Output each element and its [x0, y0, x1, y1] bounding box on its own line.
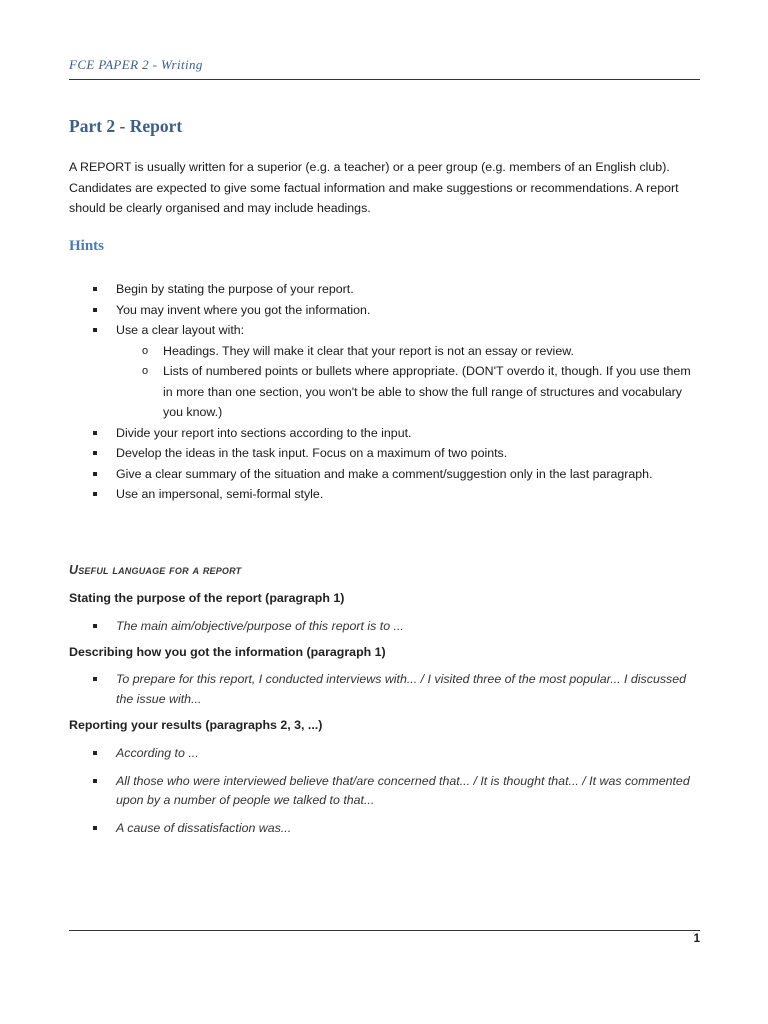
header-divider	[69, 79, 700, 80]
hints-heading: Hints	[69, 238, 105, 254]
square-bullet-icon	[93, 751, 97, 755]
hint-text: Begin by stating the purpose of your report.	[116, 282, 354, 296]
example-text: To prepare for this report, I conducted interviews with... / I visited three of the most popular... I discussed the issue with...	[116, 672, 687, 706]
footer-divider	[69, 930, 700, 931]
sub-hint-text: Lists of numbered points or bullets where appropriate. (DON'T overdo it, though. If you use them in more than one section, you won't be able to show the full range of structures and vocabulary you know.)	[163, 364, 691, 419]
list-item	[93, 617, 703, 637]
hint-text: Divide your report into sections according to the input.	[116, 425, 412, 440]
example-text: The main aim/objective/purpose of this report is to ...	[116, 619, 404, 633]
hint-text: You may invent where you got the information.	[116, 302, 371, 317]
list-item	[93, 423, 703, 444]
hint-text: Develop the ideas in the task input. Focus on a maximum of two points.	[116, 446, 508, 460]
sub-hint-text: Headings. They will make it clear that your report is not an essay or review.	[163, 343, 574, 358]
list-item	[93, 443, 703, 464]
list-item	[93, 819, 703, 839]
square-bullet-icon	[93, 826, 97, 830]
square-bullet-icon	[93, 492, 97, 496]
list-item	[93, 484, 703, 505]
sub-list-item	[116, 341, 703, 362]
page-number: 1	[693, 933, 700, 945]
page-title: Part 2 - Report	[69, 116, 183, 136]
square-bullet-icon	[93, 779, 97, 783]
square-bullet-icon	[93, 472, 97, 476]
list-item	[93, 279, 703, 300]
section-heading: Stating the purpose of the report (paragraph 1)	[69, 591, 345, 605]
layout-sub-list	[116, 341, 703, 423]
example-text: A cause of dissatisfaction was...	[116, 820, 292, 835]
hint-text: Use a clear layout with:	[116, 323, 245, 337]
circle-bullet-icon: o	[142, 344, 149, 357]
example-list	[93, 670, 703, 709]
useful-language-heading: Useful language for a report	[69, 563, 242, 577]
list-item	[93, 464, 703, 485]
square-bullet-icon	[93, 624, 97, 628]
hints-list	[93, 279, 703, 505]
running-header: FCE PAPER 2 - Writing	[69, 57, 203, 72]
square-bullet-icon	[93, 287, 97, 291]
example-text: According to ...	[116, 746, 199, 760]
list-item	[93, 744, 703, 764]
list-item	[93, 772, 703, 811]
list-item	[93, 320, 703, 423]
example-text: All those who were interviewed believe that/are concerned that... / It is thought that... / It was commented upon by a number of people we talked to that...	[116, 773, 690, 807]
section-heading: Reporting your results (paragraphs 2, 3, ...)	[69, 718, 323, 732]
circle-bullet-icon: o	[142, 365, 149, 377]
section-heading: Describing how you got the information (paragraph 1)	[69, 645, 386, 659]
hint-text: Use an impersonal, semi-formal style.	[116, 487, 324, 501]
list-item	[93, 300, 703, 321]
square-bullet-icon	[93, 451, 97, 455]
square-bullet-icon	[93, 431, 97, 435]
square-bullet-icon	[93, 677, 97, 681]
intro-paragraph: A REPORT is usually written for a superior (e.g. a teacher) or a peer group (e.g. members of an English club). Candidates are expected to give some factual information and make suggestions or recommendations. A report should be clearly organised and may include headings.	[69, 160, 679, 215]
example-list	[93, 744, 703, 838]
example-list	[93, 617, 703, 637]
square-bullet-icon	[93, 328, 97, 332]
square-bullet-icon	[93, 308, 97, 312]
hint-text: Give a clear summary of the situation and make a comment/suggestion only in the last paragraph.	[116, 466, 653, 481]
list-item	[93, 670, 703, 709]
sub-list-item	[116, 361, 703, 423]
